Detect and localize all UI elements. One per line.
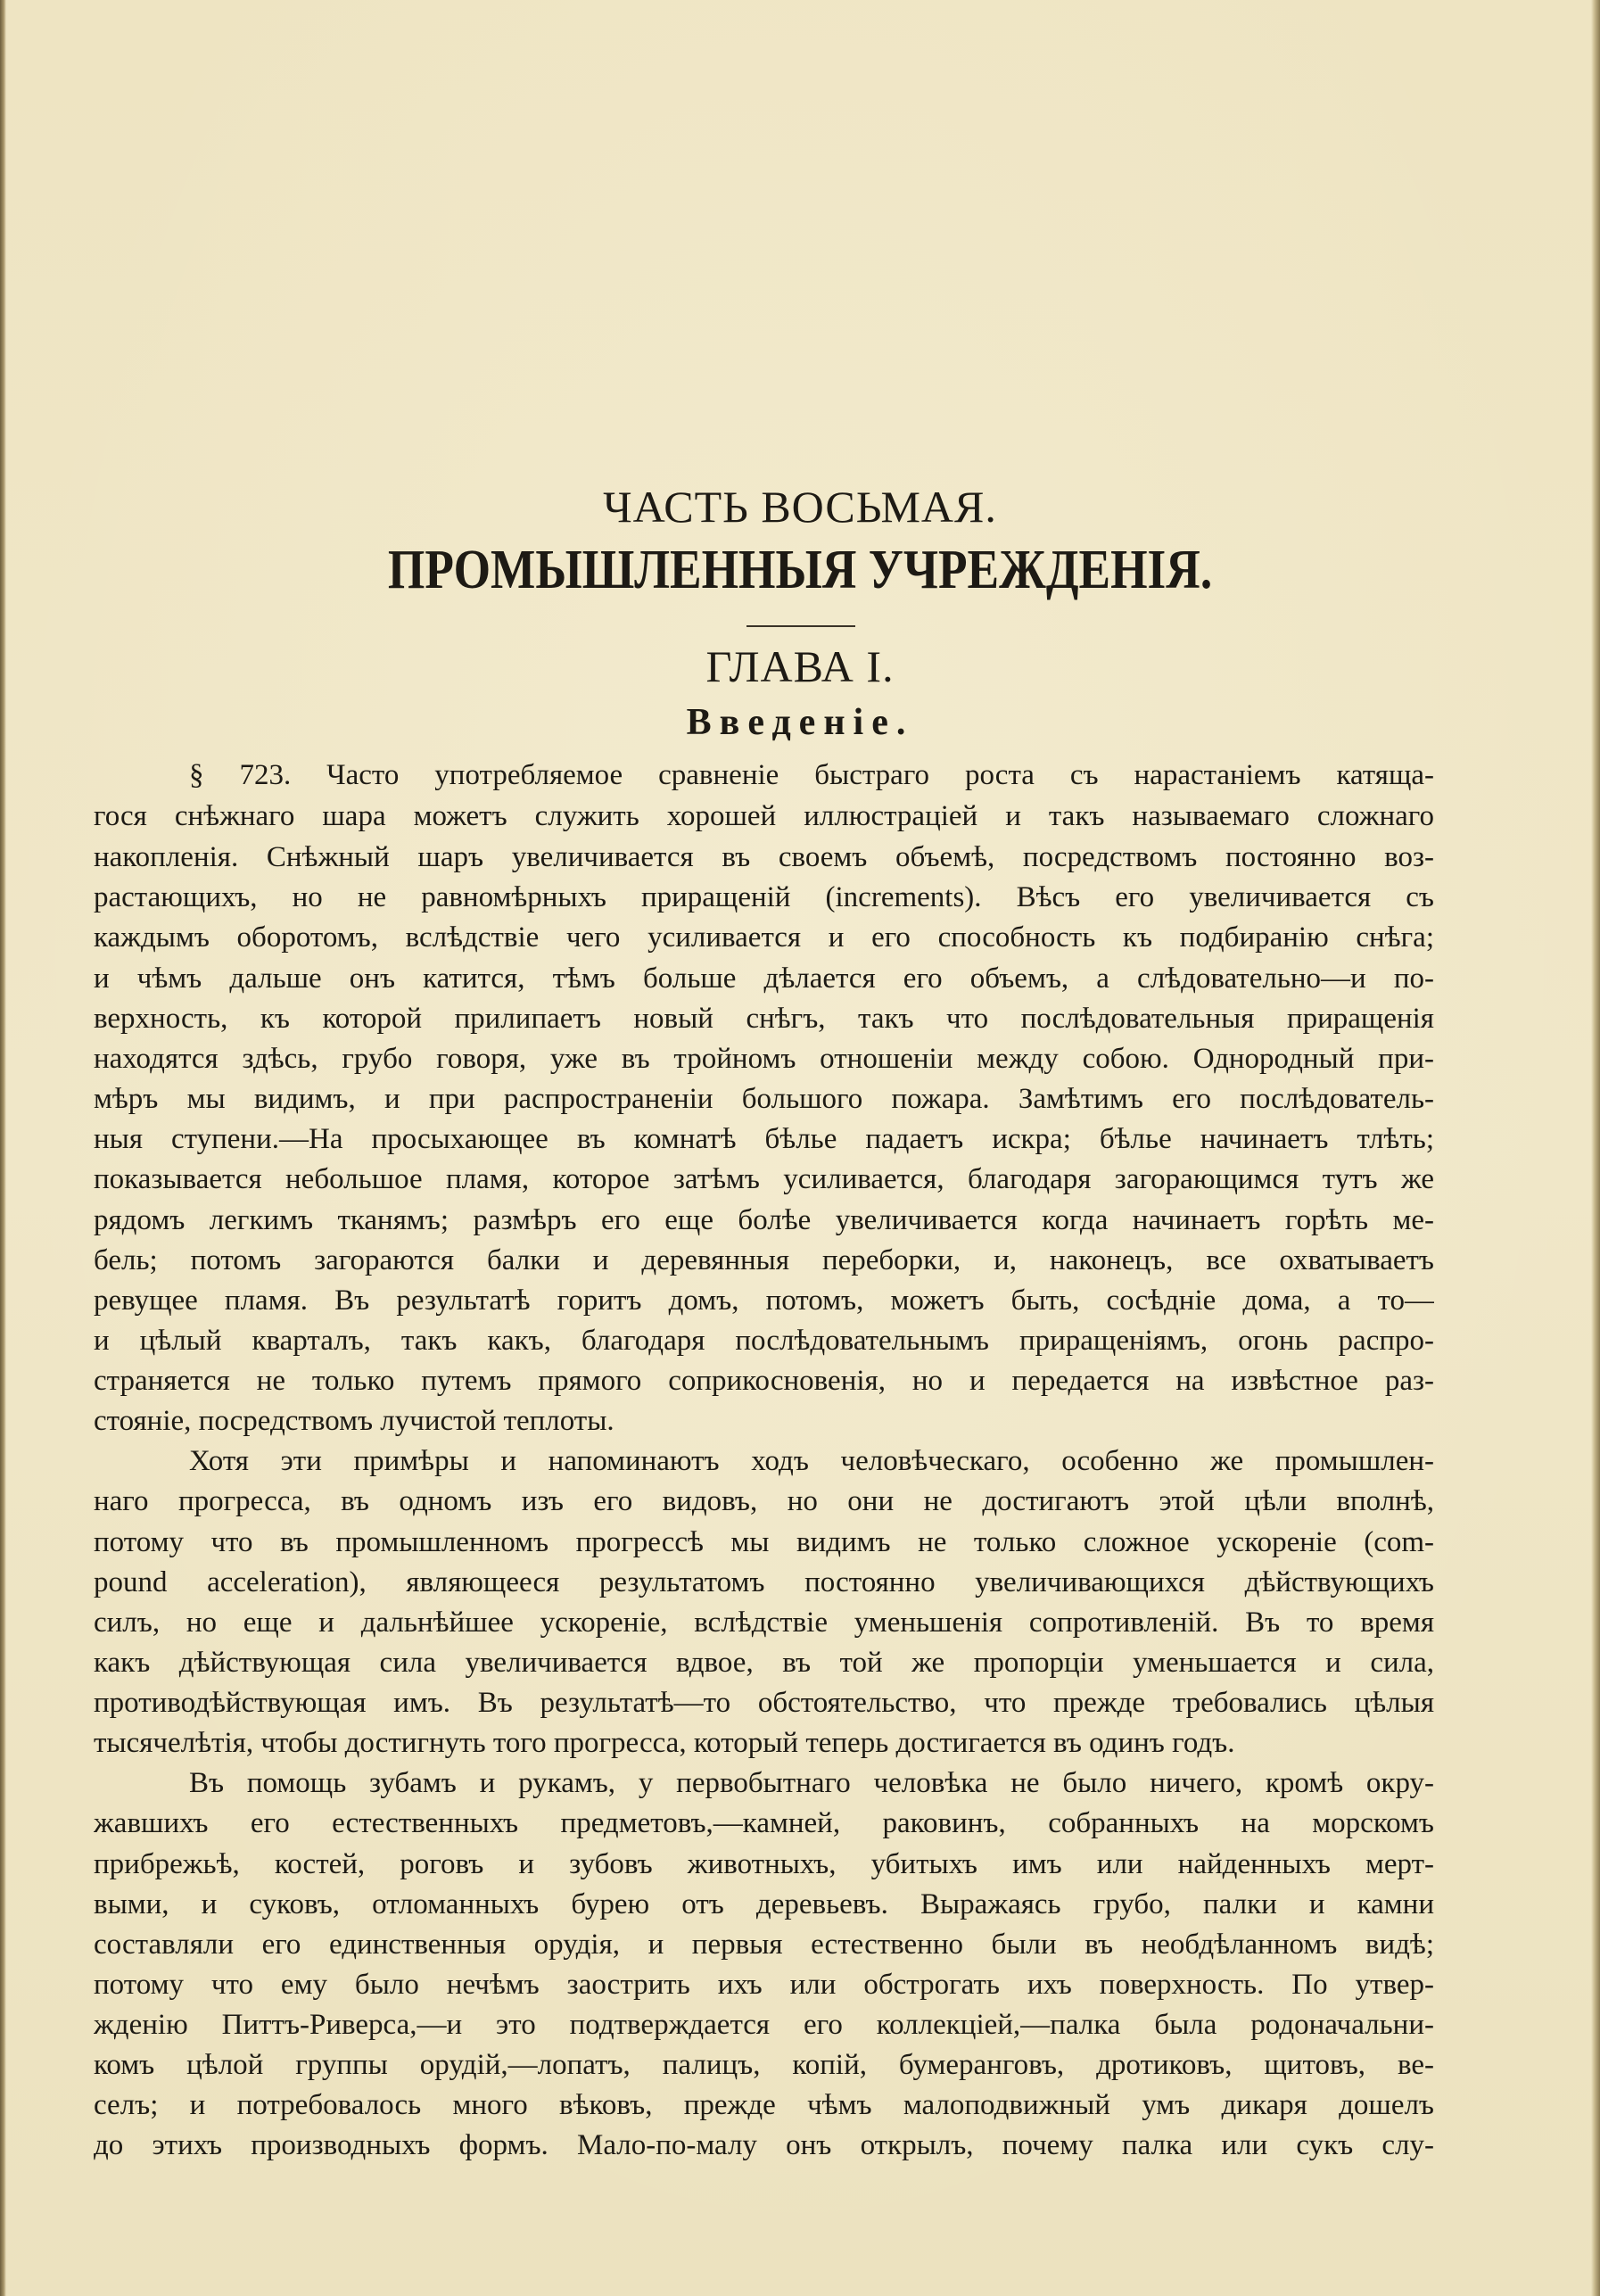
text-line: ревущее пламя. Въ результатѣ горитъ домъ, потомъ, можетъ быть, сосѣдніе дома, а то— xyxy=(94,1284,1434,1317)
text-line: § 723. Часто употребляемое сравненіе быстраго роста съ нарастаніемъ катяща- xyxy=(189,759,1434,791)
title-divider xyxy=(746,625,855,627)
text-line: какъ дѣйствующая сила увеличивается вдвое, въ той же пропорціи уменьшается и сила, xyxy=(94,1647,1434,1679)
text-line: находятся здѣсь, грубо говоря, уже въ тройномъ отношеніи между собою. Однородный при- xyxy=(94,1043,1434,1075)
text-line: верхность, къ которой прилипаетъ новый снѣгъ, такъ что послѣдовательныя приращенія xyxy=(94,1003,1434,1035)
text-line: до этихъ производныхъ формъ. Мало-по-малу онъ открылъ, почему палка или сукъ слу- xyxy=(94,2129,1434,2161)
text-line: бель; потомъ загораются балки и деревянныя переборки, и, наконецъ, все охватываетъ xyxy=(94,1244,1434,1276)
text-line: прибрежьѣ, костей, роговъ и зубовъ животныхъ, убитыхъ имъ или найденныхъ мерт- xyxy=(94,1848,1434,1880)
text-line: составляли его единственныя орудія, и первыя естественно были въ необдѣланномъ видѣ; xyxy=(94,1928,1434,1961)
text-line: показывается небольшое пламя, которое затѣмъ усиливается, благодаря загорающимся тутъ же xyxy=(94,1163,1434,1195)
text-line: ныя ступени.—На просыхающее въ комнатѣ бѣлье падаетъ искра; бѣлье начинаетъ тлѣть; xyxy=(94,1123,1434,1155)
text-line: силъ, но еще и дальнѣйшее ускореніе, вслѣдствіе уменьшенія сопротивленій. Въ то время xyxy=(94,1606,1434,1639)
text-line: стояніе, посредствомъ лучистой теплоты. xyxy=(94,1405,614,1437)
text-line: и чѣмъ дальше онъ катится, тѣмъ больше дѣлается его объемъ, а слѣдовательно—и по- xyxy=(94,962,1434,995)
text-line: выми, и суковъ, отломанныхъ бурею отъ деревьевъ. Выражаясь грубо, палки и камни xyxy=(94,1888,1434,1920)
section-title: ПРОМЫШЛЕННЫЯ УЧРЕЖДЕНІЯ. xyxy=(387,540,1213,600)
intro-heading: Введеніе. xyxy=(686,702,914,743)
text-line: комъ цѣлой группы орудій,—лопатъ, палицъ, копій, бумеранговъ, дротиковъ, щитовъ, ве- xyxy=(94,2049,1434,2081)
text-line: потому что въ промышленномъ прогрессѣ мы видимъ не только сложное ускореніе (com- xyxy=(94,1526,1434,1558)
text-line: Хотя эти примѣры и напоминаютъ ходъ человѣческаго, особенно же промышлен- xyxy=(189,1445,1434,1477)
text-line: жавшихъ его естественныхъ предметовъ,—камней, раковинъ, собранныхъ на морскомъ xyxy=(94,1807,1434,1839)
text-line: тысячелѣтія, чтобы достигнуть того прогресса, который теперь достигается въ одинъ годъ. xyxy=(94,1727,1235,1759)
text-line: селъ; и потребовалось много вѣковъ, прежде чѣмъ малоподвижный умъ дикаря дошелъ xyxy=(94,2089,1434,2121)
text-line: pound acceleration), являющееся результатомъ постоянно увеличивающихся дѣйствующихъ xyxy=(94,1566,1434,1598)
text-line: наго прогресса, въ одномъ изъ его видовъ, но они не достигаютъ этой цѣли вполнѣ, xyxy=(94,1485,1434,1517)
text-line: и цѣлый кварталъ, такъ какъ, благодаря послѣдовательнымъ приращеніямъ, огонь распро- xyxy=(94,1325,1434,1357)
text-line: страняется не только путемъ прямого соприкосновенія, но и передается на извѣстное раз- xyxy=(94,1365,1434,1397)
chapter-title: ГЛАВА I. xyxy=(705,641,895,691)
page-binding-edge xyxy=(0,0,6,2296)
text-line: растающихъ, но не равномѣрныхъ приращеній (increments). Вѣсъ его увеличивается съ xyxy=(94,881,1434,913)
text-line: жденію Питтъ-Риверса,—и это подтверждается его коллекціей,—палка была родоначальни- xyxy=(94,2009,1434,2041)
page-right-edge xyxy=(1591,0,1600,2296)
text-line: потому что ему было нечѣмъ заострить ихъ или обстрогать ихъ поверхность. По утвер- xyxy=(94,1969,1434,2001)
part-title: ЧАСТЬ ВОСЬМАЯ. xyxy=(603,482,997,532)
text-line: каждымъ оборотомъ, вслѣдствіе чего усиливается и его способность къ подбиранію снѣга; xyxy=(94,921,1434,954)
text-line: гося снѣжнаго шара можетъ служить хорошей иллюстраціей и такъ называемаго сложнаго xyxy=(94,800,1434,832)
text-line: рядомъ легкимъ тканямъ; размѣръ его еще болѣе увеличивается когда начинаетъ горѣть ме- xyxy=(94,1204,1434,1236)
text-line: Въ помощь зубамъ и рукамъ, у первобытнаго человѣка не было ничего, кромѣ окру- xyxy=(189,1767,1434,1799)
text-line: противодѣйствующая имъ. Въ результатѣ—то обстоятельство, что прежде требовались цѣлыя xyxy=(94,1687,1434,1719)
text-line: мѣръ мы видимъ, и при распространеніи большого пожара. Замѣтимъ его послѣдователь- xyxy=(94,1083,1434,1115)
text-line: накопленія. Снѣжный шаръ увеличивается въ своемъ объемѣ, посредствомъ постоянно воз- xyxy=(94,841,1434,873)
